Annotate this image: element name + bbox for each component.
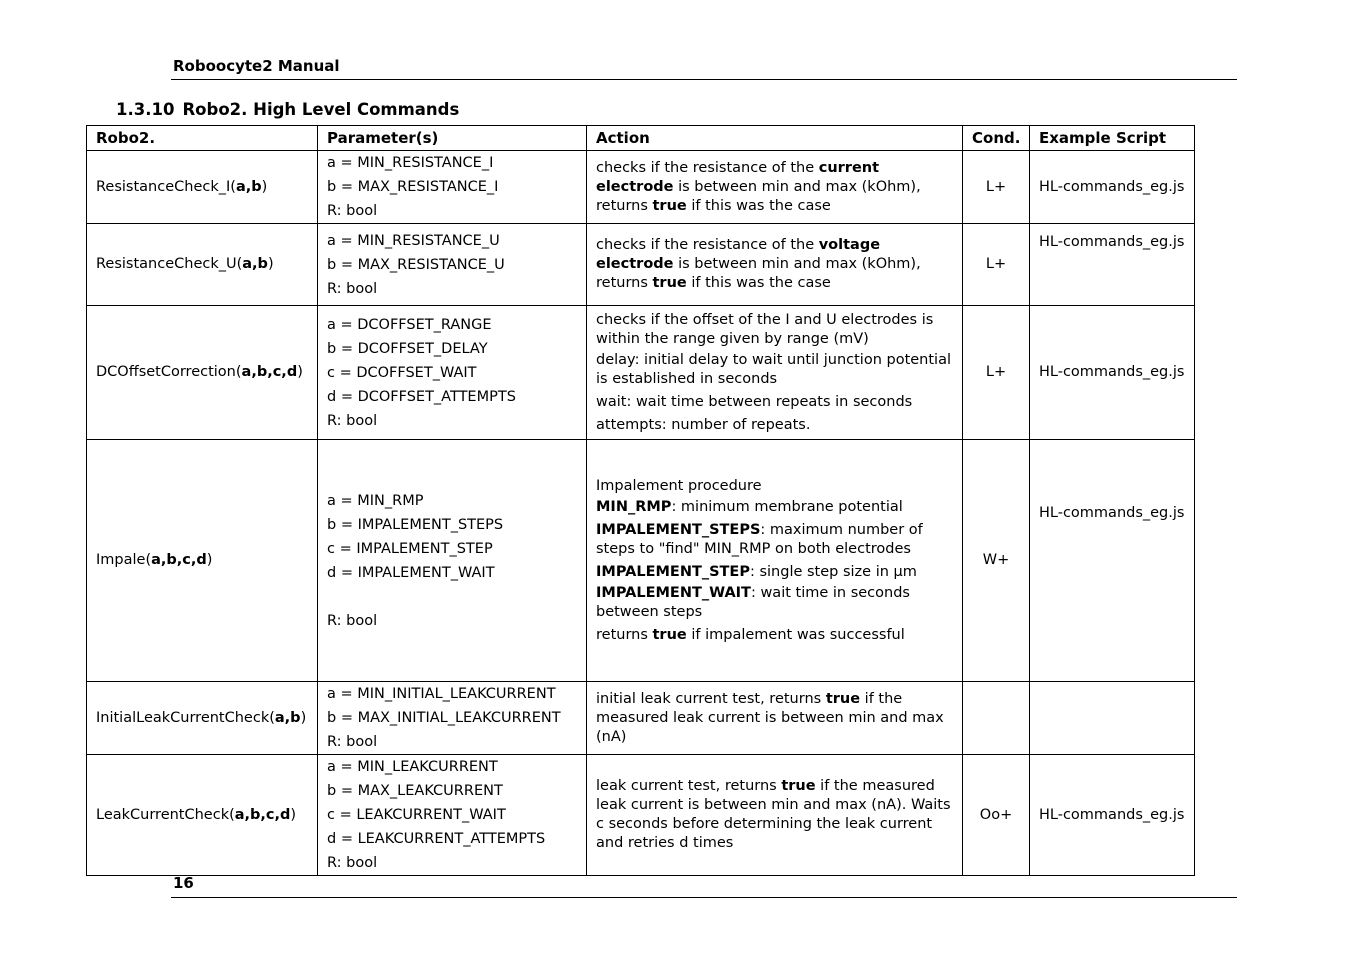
parameters-cell: [318, 306, 587, 440]
table-row: [87, 755, 1195, 876]
command-args: a,b,c,d: [241, 364, 298, 380]
parameter-line: d = IMPALEMENT_WAIT: [327, 564, 495, 581]
parameter-line: b = MAX_LEAKCURRENT: [327, 783, 503, 799]
action-text: is between min and max (kOhm), returns: [596, 256, 921, 291]
section-title: Robo2. High Level Commands: [182, 100, 460, 119]
command-cell: [87, 682, 318, 755]
command-args: a,b,c,d: [234, 806, 291, 823]
example-script-cell: [1030, 682, 1195, 755]
parameter-line: R: bool: [327, 412, 378, 429]
command-close: ): [206, 552, 213, 568]
parameter-line: b = IMPALEMENT_STEPS: [327, 516, 504, 533]
parameter-spacer: [327, 585, 580, 609]
table-row: [87, 682, 1195, 755]
command-args: a,b: [235, 178, 262, 195]
example-script-cell: HL-commands_eg.js: [1030, 755, 1195, 876]
parameter-line: a = DCOFFSET_RANGE: [327, 316, 492, 333]
action-text: if this was the case: [686, 197, 831, 214]
parameter-line: R: bool: [327, 203, 378, 219]
parameter-line: c = IMPALEMENT_STEP: [327, 540, 493, 557]
parameter-line: c = DCOFFSET_WAIT: [327, 364, 477, 381]
condition-cell: L+: [963, 151, 1030, 224]
section-number: 1.3.10: [116, 100, 175, 119]
parameter-line: a = MIN_RESISTANCE_U: [327, 232, 500, 249]
action-bold: true: [781, 778, 816, 794]
command-close: ): [261, 178, 268, 195]
parameter-line: b = MAX_INITIAL_LEAKCURRENT: [327, 710, 561, 726]
column-header-parameters: Parameter(s): [318, 126, 587, 151]
command-name: ResistanceCheck_I(: [96, 178, 236, 195]
footer-rule: [171, 897, 1237, 898]
action-paragraph: checks if the offset of the I and U electrodes is within the range given by range (mV): [596, 311, 934, 347]
parameter-line: d = DCOFFSET_ATTEMPTS: [327, 388, 516, 405]
action-text: : maximum number of steps to "find" MIN_RMP on both electrodes: [596, 521, 923, 557]
section-heading: [116, 100, 459, 119]
header-rule: [171, 79, 1237, 80]
parameter-line: b = MAX_RESISTANCE_I: [327, 179, 499, 195]
action-bold: IMPALEMENT_WAIT: [596, 584, 751, 601]
action-text: if this was the case: [686, 275, 831, 291]
table-row: [87, 440, 1195, 682]
parameters-cell: [318, 440, 587, 682]
action-text: : wait time in seconds between steps: [596, 584, 910, 620]
action-paragraph: [596, 498, 956, 517]
parameter-line: R: bool: [327, 855, 378, 871]
commands-table: [86, 125, 1195, 876]
action-cell: [587, 440, 963, 682]
action-bold: true: [652, 626, 687, 643]
action-paragraph: [596, 626, 956, 645]
action-text: returns: [596, 626, 653, 643]
parameter-line: R: bool: [327, 734, 378, 750]
command-close: ): [300, 709, 307, 726]
action-bold: voltage electrode: [596, 237, 881, 272]
command-name: ResistanceCheck_U(: [96, 256, 243, 272]
action-cell: [587, 755, 963, 876]
action-bold: MIN_RMP: [596, 498, 672, 515]
running-header-title: Roboocyte2 Manual: [173, 57, 340, 75]
parameter-line: c = LEAKCURRENT_WAIT: [327, 807, 506, 823]
action-bold: true: [652, 197, 687, 214]
action-text: checks if the resistance of the: [596, 159, 819, 176]
parameter-line: d = LEAKCURRENT_ATTEMPTS: [327, 831, 546, 847]
example-script-cell: HL-commands_eg.js: [1030, 306, 1195, 440]
table-row: [87, 224, 1195, 306]
command-cell: [87, 440, 318, 682]
command-name: Impale(: [96, 552, 152, 568]
parameter-line: R: bool: [327, 280, 378, 297]
action-text: checks if the resistance of the: [596, 237, 819, 253]
action-text: initial leak current test, returns: [596, 690, 826, 707]
command-close: ): [267, 256, 274, 272]
parameter-line: a = MIN_RMP: [327, 492, 424, 509]
parameters-cell: [318, 682, 587, 755]
action-text: if impalement was successful: [686, 626, 905, 643]
action-bold: IMPALEMENT_STEPS: [596, 521, 761, 538]
command-name: InitialLeakCurrentCheck(: [96, 709, 275, 726]
parameters-cell: [318, 151, 587, 224]
table-header-row: [87, 126, 1195, 151]
action-paragraph: wait: wait time between repeats in seconds: [596, 393, 913, 410]
command-close: ): [290, 806, 297, 823]
example-script-cell: HL-commands_eg.js: [1030, 151, 1195, 224]
action-bold: true: [652, 275, 687, 291]
action-paragraph: delay: initial delay to wait until junction potential is established in seconds: [596, 351, 952, 387]
action-text: leak current test, returns: [596, 778, 782, 794]
parameters-cell: [318, 224, 587, 306]
example-script-cell: HL-commands_eg.js: [1030, 224, 1195, 306]
example-script-cell: HL-commands_eg.js: [1030, 440, 1195, 682]
command-close: ): [297, 364, 303, 380]
action-text: if the measured leak current is between min and max (nA). Waits c seconds before determining the leak current and retries d times: [596, 778, 951, 851]
command-name: DCOffsetCorrection(: [96, 364, 242, 380]
column-header-condition: Cond.: [963, 126, 1030, 151]
action-cell: [587, 224, 963, 306]
action-text: : minimum membrane potential: [671, 498, 903, 515]
column-header-example-script: Example Script: [1030, 126, 1195, 151]
command-args: a,b,c,d: [151, 552, 207, 568]
parameters-cell: [318, 755, 587, 876]
action-paragraph: attempts: number of repeats.: [596, 416, 811, 433]
action-text: : single step size in µm: [749, 563, 917, 580]
parameter-line: a = MIN_INITIAL_LEAKCURRENT: [327, 686, 556, 702]
command-cell: [87, 306, 318, 440]
action-cell: [587, 682, 963, 755]
command-cell: [87, 151, 318, 224]
command-cell: [87, 224, 318, 306]
action-bold: true: [825, 690, 861, 707]
action-paragraph: Impalement procedure: [596, 477, 762, 494]
action-cell: [587, 306, 963, 440]
condition-cell: [963, 682, 1030, 755]
condition-cell: Oo+: [963, 755, 1030, 876]
command-name: LeakCurrentCheck(: [96, 806, 235, 823]
column-header-command: Robo2.: [87, 126, 318, 151]
parameter-line: b = MAX_RESISTANCE_U: [327, 256, 505, 273]
action-paragraph: [596, 584, 956, 622]
action-paragraph: [596, 521, 956, 559]
action-text: is between min and max (kOhm), returns: [596, 178, 921, 214]
action-cell: [587, 151, 963, 224]
action-bold: IMPALEMENT_STEP: [596, 563, 750, 580]
action-bold: current electrode: [596, 159, 880, 195]
condition-cell: L+: [963, 224, 1030, 306]
parameter-line: a = MIN_LEAKCURRENT: [327, 759, 498, 775]
command-args: a,b: [274, 709, 301, 726]
parameter-line: b = DCOFFSET_DELAY: [327, 340, 488, 357]
parameter-line: a = MIN_RESISTANCE_I: [327, 155, 494, 171]
page-number: 16: [173, 874, 194, 892]
table-row: [87, 151, 1195, 224]
column-header-action: Action: [587, 126, 963, 151]
condition-cell: W+: [963, 440, 1030, 682]
command-cell: [87, 755, 318, 876]
parameter-line: R: bool: [327, 612, 378, 629]
command-args: a,b: [242, 256, 268, 272]
action-text: if the measured leak current is between min and max (nA): [596, 690, 944, 745]
condition-cell: L+: [963, 306, 1030, 440]
action-paragraph: [596, 563, 956, 582]
table-row: [87, 306, 1195, 440]
